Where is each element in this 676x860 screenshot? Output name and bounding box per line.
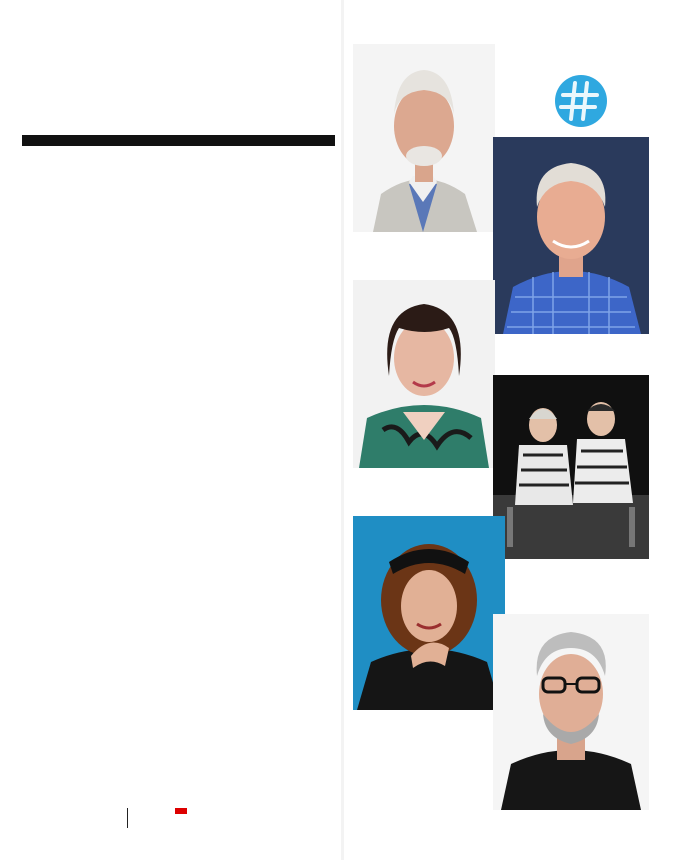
canada-flag-icon	[175, 808, 187, 814]
echos-vedettes-logo	[23, 52, 49, 112]
photo-les-beland	[493, 614, 649, 810]
photo-credits-spine	[1, 150, 14, 840]
magazinedici-badge	[527, 73, 637, 129]
photo-yvon-deschamps	[353, 44, 495, 232]
photo-groupes-et-duos	[493, 375, 649, 559]
divider	[127, 808, 128, 828]
photo-gilles-latulippe	[493, 137, 649, 334]
photo-pauline-martin	[353, 516, 505, 710]
tva-publications-logo	[24, 760, 64, 782]
photo-mariana-mazza	[353, 280, 495, 468]
contact-bar	[22, 135, 335, 146]
badge-circle-icon	[555, 75, 607, 127]
page-gutter	[341, 0, 344, 860]
